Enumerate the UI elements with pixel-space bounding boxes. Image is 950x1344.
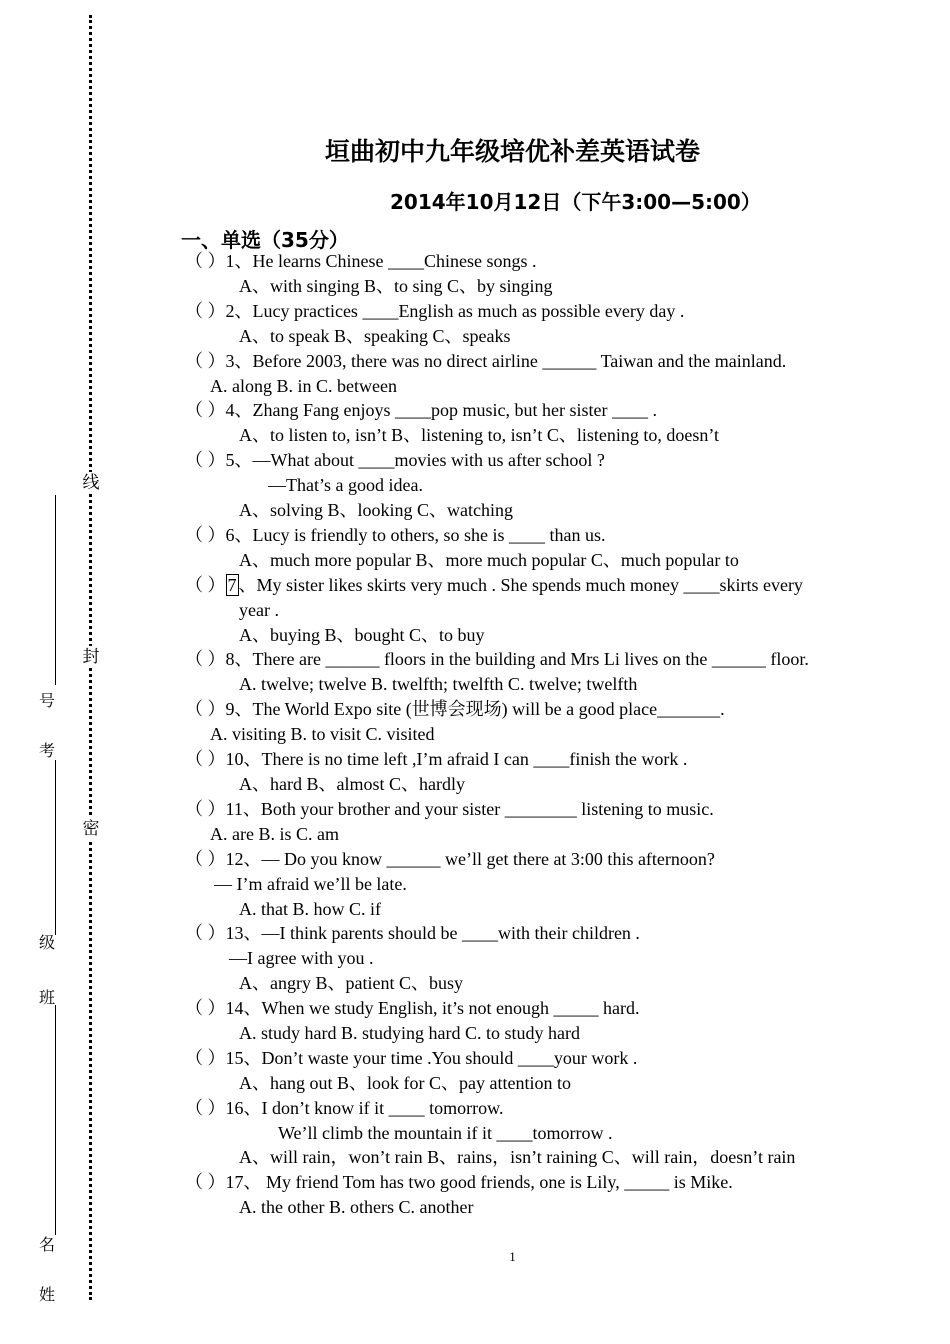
question-9-stem: （ ）9、The World Expo site (世博会现场) will be a good place_______.	[185, 699, 725, 719]
class-label-ji: 级	[38, 933, 55, 952]
question-5-reply: —That’s a good idea.	[268, 475, 423, 495]
question-7-stem	[185, 573, 803, 597]
exam-number-label-hao: 号	[38, 691, 55, 710]
question-5-options: A、solving B、looking C、watching	[239, 500, 513, 520]
question-10-stem: （ ）10、There is no time left ,I’m afraid I can ____finish the work .	[185, 749, 688, 769]
question-8-options: A. twelve; twelve B. twelfth; twelfth C. twelve; twelfth	[239, 674, 638, 694]
section-title: 一、单选（35分）	[181, 228, 349, 252]
question-7-text: 、My sister likes skirts very much . She spends much money ____skirts every	[238, 575, 803, 595]
name-blank	[55, 1005, 56, 1235]
name-label-xing: 姓	[38, 1285, 55, 1304]
exam-number-blank	[55, 495, 56, 685]
question-4-stem: （ ）4、Zhang Fang enjoys ____pop music, but her sister ____ .	[185, 400, 657, 420]
class-blank	[55, 760, 56, 935]
question-16-options: A、will rain，won’t rain B、rains，isn’t raining C、will rain，doesn’t rain	[239, 1147, 796, 1167]
class-label-ban: 班	[38, 988, 55, 1007]
question-7-number: 7	[227, 575, 237, 595]
question-11-options: A. are B. is C. am	[210, 824, 339, 844]
question-17-stem: （ ）17、 My friend Tom has two good friends, one is Lily, _____ is Mike.	[185, 1172, 733, 1192]
question-6-options: A、much more popular B、more much popular C、much popular to	[239, 550, 739, 570]
exam-date: 2014年10月12日（下午3:00—5:00）	[390, 190, 761, 214]
question-7-prefix: （ ）	[185, 575, 226, 595]
question-14-stem: （ ）14、When we study English, it’s not enough _____ hard.	[185, 998, 640, 1018]
question-15-options: A、hang out B、look for C、pay attention to	[239, 1073, 571, 1093]
question-12-stem: （ ）12、— Do you know ______ we’ll get there at 3:00 this afternoon?	[185, 849, 715, 869]
question-14-options: A. study hard B. studying hard C. to study hard	[239, 1023, 580, 1043]
seal-char-feng: 封	[80, 646, 102, 668]
question-13-reply: —I agree with you .	[229, 948, 374, 968]
name-label-ming: 名	[38, 1235, 55, 1254]
question-3-options: A. along B. in C. between	[210, 376, 397, 396]
question-9-options: A. visiting B. to visit C. visited	[210, 724, 435, 744]
question-10-options: A、hard B、almost C、hardly	[239, 774, 465, 794]
question-13-options: A、angry B、patient C、busy	[239, 973, 463, 993]
question-2-options: A、to speak B、speaking C、speaks	[239, 326, 511, 346]
question-8-stem: （ ）8、There are ______ floors in the building and Mrs Li lives on the ______ floor.	[185, 649, 809, 669]
question-7-continuation: year .	[239, 600, 279, 620]
question-17-options: A. the other B. others C. another	[239, 1197, 474, 1217]
question-16-stem: （ ）16、I don’t know if it ____ tomorrow.	[185, 1098, 504, 1118]
page-number: 1	[509, 1249, 516, 1264]
seal-char-xian: 线	[80, 472, 102, 494]
question-16-reply: We’ll climb the mountain if it ____tomorrow .	[278, 1123, 613, 1143]
question-3-stem: （ ）3、Before 2003, there was no direct airline ______ Taiwan and the mainland.	[185, 351, 787, 371]
question-1-options: A、with singing B、to sing C、by singing	[239, 276, 553, 296]
question-4-options: A、to listen to, isn’t B、listening to, isn’t C、listening to, doesn’t	[239, 425, 720, 445]
question-6-stem: （ ）6、Lucy is friendly to others, so she is ____ than us.	[185, 525, 606, 545]
question-11-stem: （ ）11、Both your brother and your sister ________ listening to music.	[185, 799, 714, 819]
question-7-options: A、buying B、bought C、to buy	[239, 625, 485, 645]
question-5-stem: （ ）5、—What about ____movies with us after school ?	[185, 450, 605, 470]
question-2-stem: （ ）2、Lucy practices ____English as much as possible every day .	[185, 301, 685, 321]
exam-title: 垣曲初中九年级培优补差英语试卷	[324, 137, 700, 166]
question-1-stem: （ ）1、He learns Chinese ____Chinese songs .	[185, 251, 537, 271]
seal-char-mi: 密	[80, 818, 102, 840]
question-13-stem: （ ）13、—I think parents should be ____with their children .	[185, 923, 640, 943]
question-15-stem: （ ）15、Don’t waste your time .You should ____your work .	[185, 1048, 638, 1068]
question-12-reply: — I’m afraid we’ll be late.	[214, 874, 407, 894]
exam-number-label-kao: 考	[38, 741, 55, 760]
question-12-options: A. that B. how C. if	[239, 899, 381, 919]
